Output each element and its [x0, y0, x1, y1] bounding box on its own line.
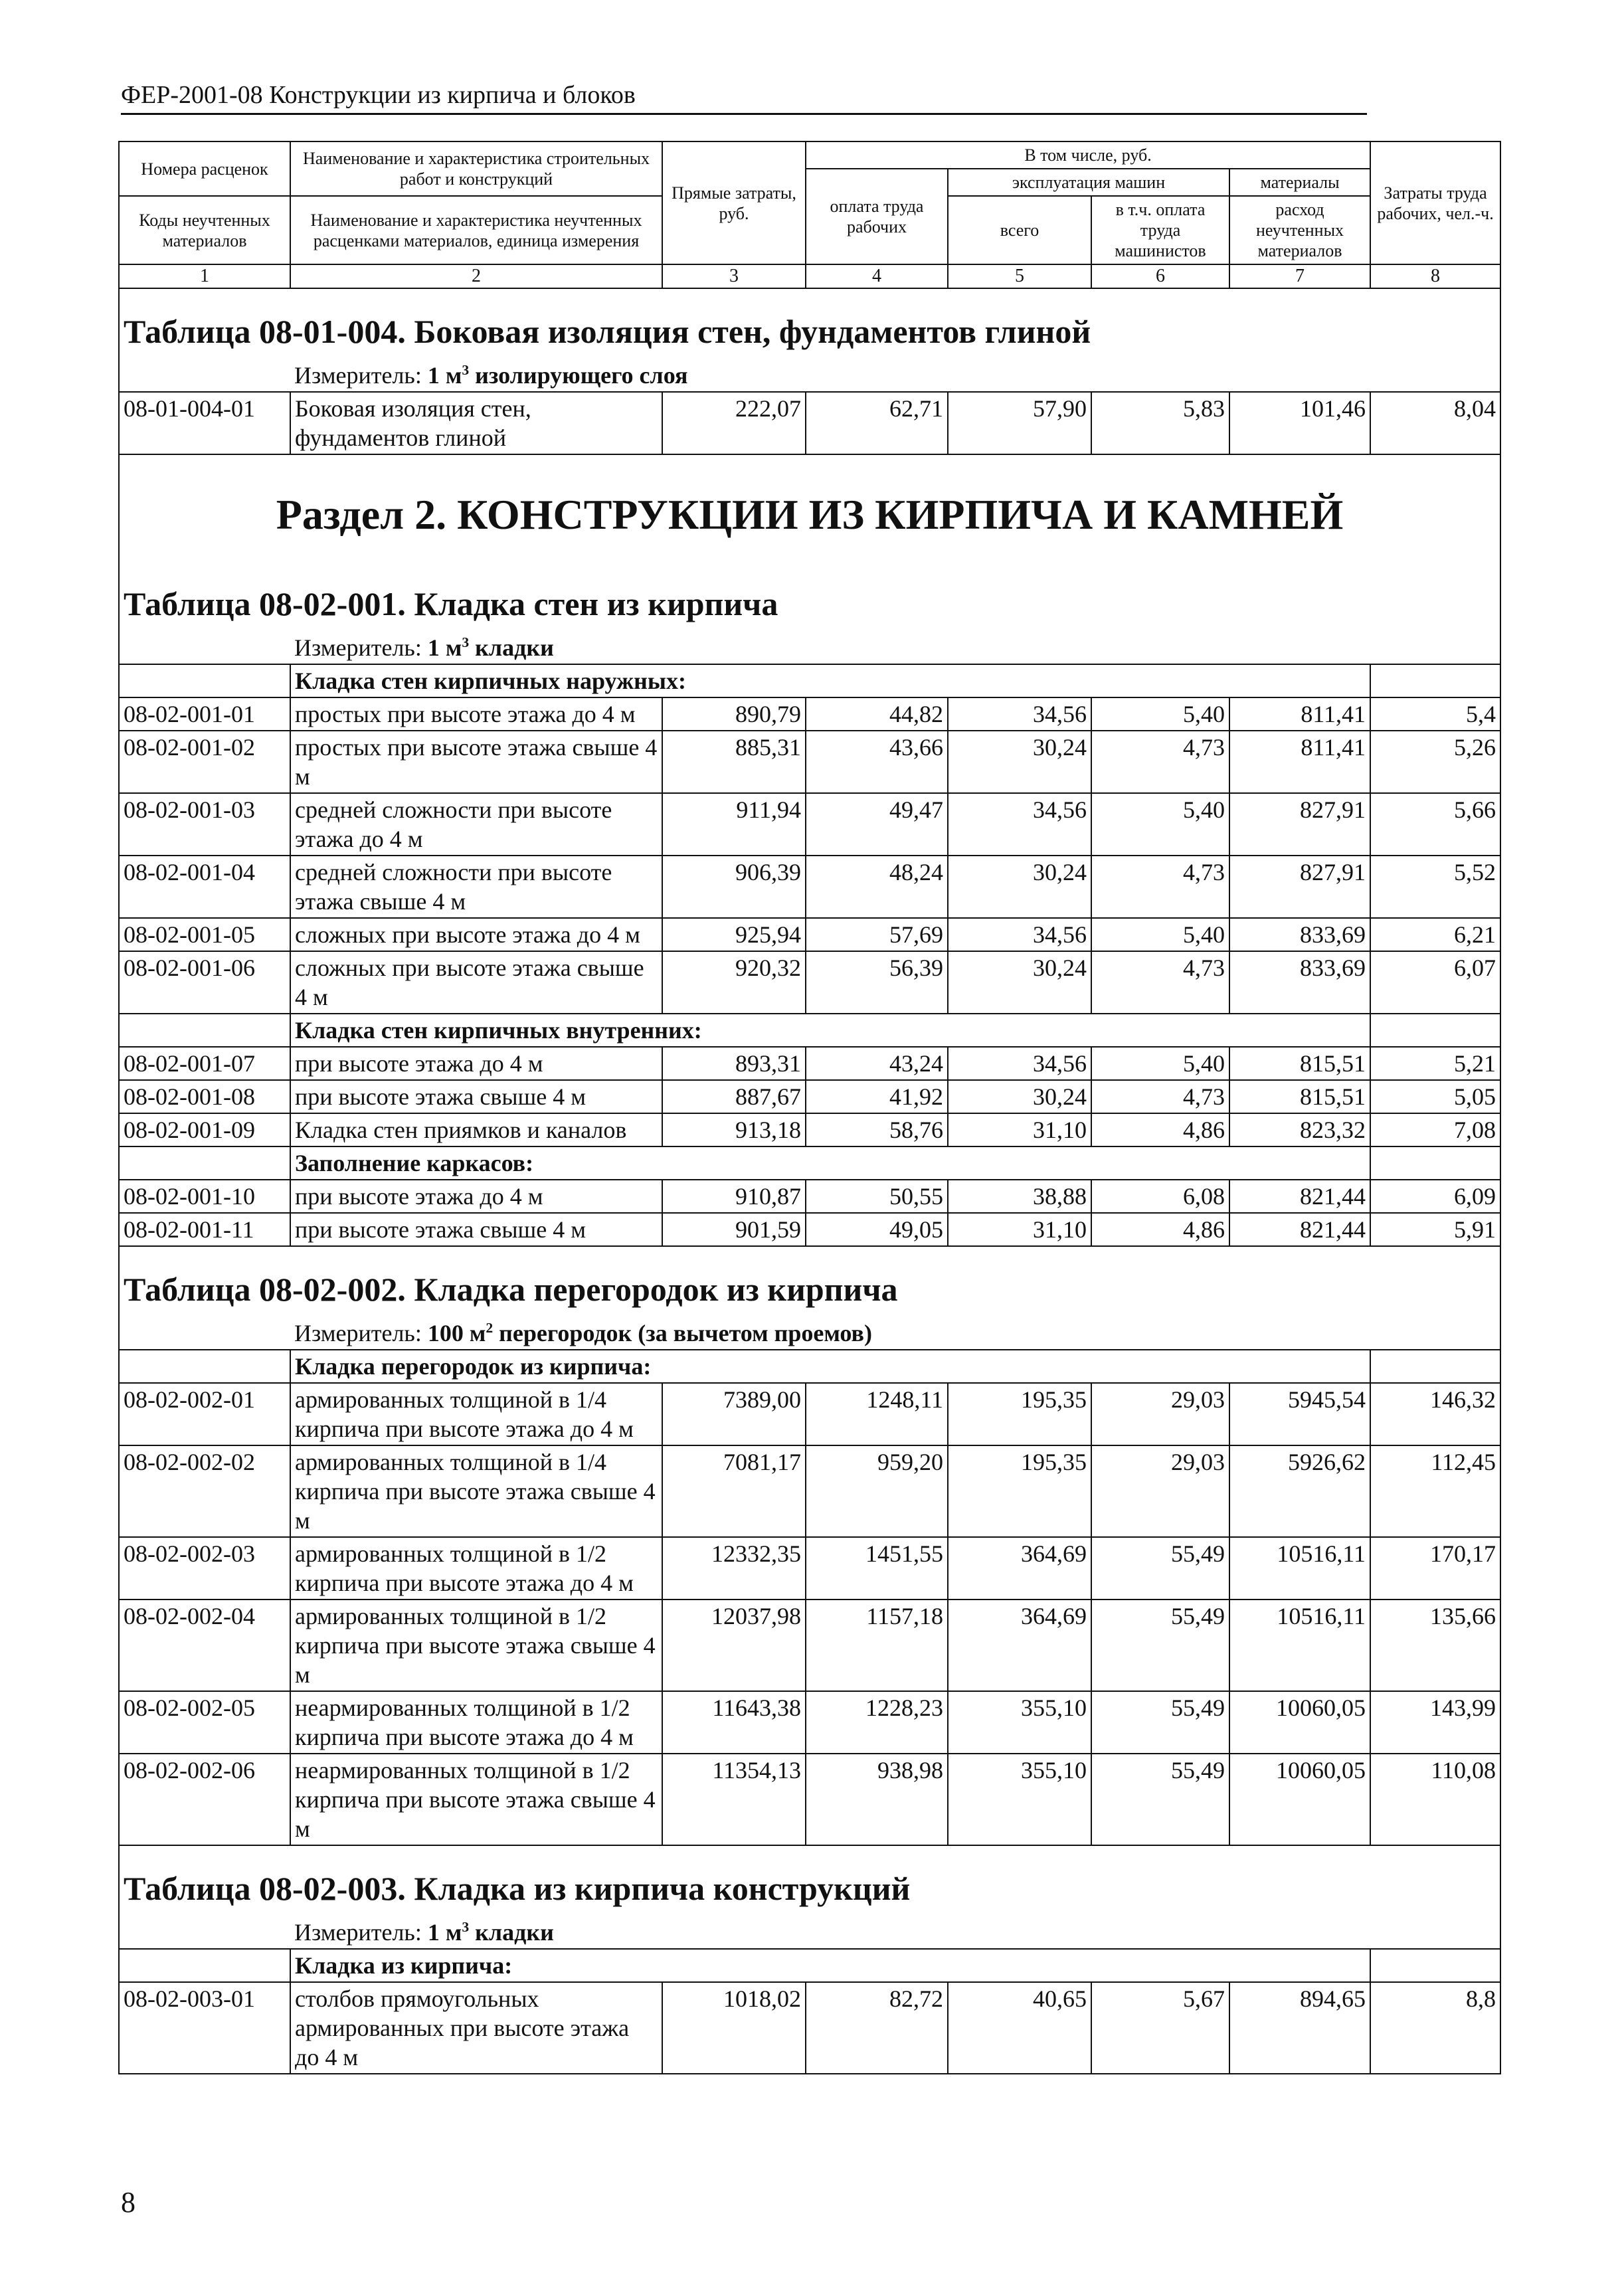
labor-hours: 143,99	[1370, 1691, 1500, 1754]
spacer	[1370, 1350, 1500, 1383]
incl-header: В том числе, руб.	[806, 141, 1370, 169]
direct-costs: 913,18	[662, 1113, 806, 1146]
machinist-wages: 55,49	[1091, 1600, 1229, 1691]
machinist-wages: 5,40	[1091, 793, 1229, 856]
column-number: 2	[290, 264, 662, 288]
unit-value: 1 м	[427, 634, 462, 661]
work-name: неармированных толщиной в 1/2 кирпича при высоте этажа до 4 м	[290, 1691, 662, 1754]
table-title: Таблица 08-02-003. Кладка из кирпича конструкций	[119, 1845, 1500, 1914]
work-name: при высоте этажа до 4 м	[290, 1180, 662, 1213]
spacer	[119, 1914, 290, 1949]
rate-code: 08-02-002-02	[119, 1445, 290, 1537]
worker-wages: 50,55	[806, 1180, 948, 1213]
labor-hours: 170,17	[1370, 1537, 1500, 1600]
unit-text	[290, 1914, 1370, 1949]
machines-total: 364,69	[948, 1600, 1091, 1691]
machinist-wages: 5,67	[1091, 1982, 1229, 2074]
table-row	[119, 856, 1500, 918]
rate-code: 08-02-002-03	[119, 1537, 290, 1600]
column-number: 7	[1229, 264, 1370, 288]
machines-total: 38,88	[948, 1180, 1091, 1213]
col4-header: оплата труда рабочих	[806, 169, 948, 264]
spacer	[1370, 664, 1500, 697]
unit-text	[290, 357, 1370, 392]
unit-row	[119, 629, 1500, 664]
direct-costs: 906,39	[662, 856, 806, 918]
materials-cost: 833,69	[1229, 918, 1370, 951]
machines-total: 30,24	[948, 856, 1091, 918]
direct-costs: 890,79	[662, 697, 806, 731]
labor-hours: 5,26	[1370, 731, 1500, 793]
table-row	[119, 1537, 1500, 1600]
worker-wages: 57,69	[806, 918, 948, 951]
machines-total: 34,56	[948, 793, 1091, 856]
unit-description: изолирующего слоя	[469, 362, 688, 389]
table-row	[119, 1047, 1500, 1080]
machines-total: 355,10	[948, 1754, 1091, 1845]
machines-total: 364,69	[948, 1537, 1091, 1600]
rate-code: 08-02-001-09	[119, 1113, 290, 1146]
labor-hours: 110,08	[1370, 1754, 1500, 1845]
worker-wages: 62,71	[806, 392, 948, 454]
table-row	[119, 1600, 1500, 1691]
unit-value: 1 м	[427, 362, 462, 389]
rate-code: 08-01-004-01	[119, 392, 290, 454]
machinist-wages: 4,73	[1091, 1080, 1229, 1113]
work-name: армированных толщиной в 1/4 кирпича при высоте этажа свыше 4 м	[290, 1445, 662, 1537]
group-title: Кладка стен кирпичных внутренних:	[290, 1014, 1370, 1047]
unit-description: кладки	[469, 1919, 554, 1946]
direct-costs: 925,94	[662, 918, 806, 951]
spacer	[119, 1146, 290, 1180]
group-row	[119, 1014, 1500, 1047]
worker-wages: 49,05	[806, 1213, 948, 1246]
machines-total: 40,65	[948, 1982, 1091, 2074]
table-title-row	[119, 1845, 1500, 1914]
direct-costs: 12332,35	[662, 1537, 806, 1600]
machines-total: 34,56	[948, 697, 1091, 731]
spacer	[119, 1315, 290, 1350]
table-row	[119, 1754, 1500, 1845]
spacer	[119, 629, 290, 664]
work-name: столбов прямоугольных армированных при высоте этажа до 4 м	[290, 1982, 662, 2074]
machines-total: 30,24	[948, 731, 1091, 793]
table-title-row	[119, 288, 1500, 357]
column-numbers-row	[119, 264, 1500, 288]
table-row	[119, 1691, 1500, 1754]
rate-code: 08-02-001-01	[119, 697, 290, 731]
worker-wages: 1228,23	[806, 1691, 948, 1754]
table-title: Таблица 08-02-001. Кладка стен из кирпича	[119, 561, 1500, 629]
materials-cost: 5926,62	[1229, 1445, 1370, 1537]
direct-costs: 920,32	[662, 951, 806, 1014]
table-title: Таблица 08-01-004. Боковая изоляция стен, фундаментов глиной	[119, 288, 1500, 357]
unit-row	[119, 1315, 1500, 1350]
materials-cost: 815,51	[1229, 1080, 1370, 1113]
table-row	[119, 1080, 1500, 1113]
labor-hours: 6,09	[1370, 1180, 1500, 1213]
worker-wages: 82,72	[806, 1982, 948, 2074]
unit-prefix: Измеритель:	[294, 1919, 428, 1946]
spacer	[119, 1014, 290, 1047]
col5-header: всего	[948, 196, 1091, 264]
unit-value: 1 м	[427, 1919, 462, 1946]
direct-costs: 901,59	[662, 1213, 806, 1246]
page-header: ФЕР-2001-08 Конструкции из кирпича и блоков	[121, 80, 1367, 115]
rate-code: 08-02-001-10	[119, 1180, 290, 1213]
rate-code: 08-02-003-01	[119, 1982, 290, 2074]
labor-hours: 8,04	[1370, 392, 1500, 454]
unit-row	[119, 1914, 1500, 1949]
materials-cost: 821,44	[1229, 1213, 1370, 1246]
spacer	[119, 1350, 290, 1383]
column-number: 1	[119, 264, 290, 288]
labor-hours: 5,05	[1370, 1080, 1500, 1113]
labor-hours: 6,21	[1370, 918, 1500, 951]
spacer	[1370, 1315, 1500, 1350]
rate-code: 08-02-002-05	[119, 1691, 290, 1754]
machinist-wages: 4,86	[1091, 1213, 1229, 1246]
table-row	[119, 918, 1500, 951]
rate-code: 08-02-002-04	[119, 1600, 290, 1691]
spacer	[1370, 1914, 1500, 1949]
price-table	[118, 141, 1501, 2074]
machines-total: 57,90	[948, 392, 1091, 454]
machines-total: 30,24	[948, 1080, 1091, 1113]
unit-text	[290, 629, 1370, 664]
labor-hours: 7,08	[1370, 1113, 1500, 1146]
direct-costs: 11354,13	[662, 1754, 806, 1845]
materials-cost: 101,46	[1229, 392, 1370, 454]
unit-prefix: Измеритель:	[294, 1320, 428, 1346]
direct-costs: 911,94	[662, 793, 806, 856]
machinist-wages: 29,03	[1091, 1445, 1229, 1537]
rate-code: 08-02-001-11	[119, 1213, 290, 1246]
worker-wages: 49,47	[806, 793, 948, 856]
col2-top-header: Наименование и характеристика строительных работ и конструкций	[290, 141, 662, 196]
unit-text	[290, 1315, 1370, 1350]
rate-code: 08-02-002-06	[119, 1754, 290, 1845]
work-name: неармированных толщиной в 1/2 кирпича при высоте этажа свыше 4 м	[290, 1754, 662, 1845]
machines-header: эксплуатация машин	[948, 169, 1229, 196]
spacer	[119, 664, 290, 697]
machinist-wages: 55,49	[1091, 1537, 1229, 1600]
table-title-row	[119, 561, 1500, 629]
materials-cost: 833,69	[1229, 951, 1370, 1014]
table-row	[119, 793, 1500, 856]
labor-hours: 5,91	[1370, 1213, 1500, 1246]
materials-header: материалы	[1229, 169, 1370, 196]
materials-cost: 823,32	[1229, 1113, 1370, 1146]
labor-hours: 5,66	[1370, 793, 1500, 856]
materials-cost: 10060,05	[1229, 1691, 1370, 1754]
table-title: Таблица 08-02-002. Кладка перегородок из кирпича	[119, 1246, 1500, 1315]
spacer	[119, 357, 290, 392]
work-name: сложных при высоте этажа до 4 м	[290, 918, 662, 951]
table-row	[119, 1113, 1500, 1146]
direct-costs: 893,31	[662, 1047, 806, 1080]
table-row	[119, 1180, 1500, 1213]
work-name: при высоте этажа свыше 4 м	[290, 1080, 662, 1113]
spacer	[1370, 1014, 1500, 1047]
column-number: 4	[806, 264, 948, 288]
column-number: 3	[662, 264, 806, 288]
worker-wages: 1248,11	[806, 1383, 948, 1445]
worker-wages: 938,98	[806, 1754, 948, 1845]
spacer	[1370, 357, 1500, 392]
worker-wages: 43,66	[806, 731, 948, 793]
direct-costs: 222,07	[662, 392, 806, 454]
worker-wages: 56,39	[806, 951, 948, 1014]
col8-header: Затраты труда рабочих, чел.-ч.	[1370, 141, 1500, 264]
machines-total: 31,10	[948, 1113, 1091, 1146]
machines-total: 355,10	[948, 1691, 1091, 1754]
machinist-wages: 55,49	[1091, 1754, 1229, 1845]
work-name: армированных толщиной в 1/2 кирпича при высоте этажа свыше 4 м	[290, 1600, 662, 1691]
labor-hours: 5,21	[1370, 1047, 1500, 1080]
spacer	[1370, 629, 1500, 664]
machinist-wages: 4,73	[1091, 856, 1229, 918]
machines-total: 195,35	[948, 1445, 1091, 1537]
machines-total: 31,10	[948, 1213, 1091, 1246]
table-row	[119, 731, 1500, 793]
section-title-row	[119, 454, 1500, 561]
materials-cost: 815,51	[1229, 1047, 1370, 1080]
table-row	[119, 1383, 1500, 1445]
col2-bottom-header: Наименование и характеристика неучтенных расценками материалов, единица измерения	[290, 196, 662, 264]
rate-code: 08-02-001-04	[119, 856, 290, 918]
rate-code: 08-02-001-03	[119, 793, 290, 856]
table-row	[119, 697, 1500, 731]
unit-value: 100 м	[427, 1320, 486, 1346]
materials-cost: 10060,05	[1229, 1754, 1370, 1845]
worker-wages: 41,92	[806, 1080, 948, 1113]
work-name: Кладка стен приямков и каналов	[290, 1113, 662, 1146]
unit-exponent: 3	[462, 634, 470, 650]
group-title: Кладка стен кирпичных наружных:	[290, 664, 1370, 697]
col3-header: Прямые затраты, руб.	[662, 141, 806, 264]
machines-total: 34,56	[948, 1047, 1091, 1080]
machines-total: 30,24	[948, 951, 1091, 1014]
machinist-wages: 6,08	[1091, 1180, 1229, 1213]
machinist-wages: 4,73	[1091, 731, 1229, 793]
unit-prefix: Измеритель:	[294, 362, 428, 389]
table-row	[119, 1982, 1500, 2074]
table-header	[119, 141, 1500, 288]
direct-costs: 887,67	[662, 1080, 806, 1113]
machinist-wages: 4,86	[1091, 1113, 1229, 1146]
materials-cost: 5945,54	[1229, 1383, 1370, 1445]
worker-wages: 48,24	[806, 856, 948, 918]
materials-cost: 811,41	[1229, 731, 1370, 793]
rate-code: 08-02-001-07	[119, 1047, 290, 1080]
machinist-wages: 5,40	[1091, 918, 1229, 951]
group-row	[119, 1350, 1500, 1383]
work-name: простых при высоте этажа свыше 4 м	[290, 731, 662, 793]
spacer	[1370, 1949, 1500, 1982]
rate-code: 08-02-001-05	[119, 918, 290, 951]
labor-hours: 6,07	[1370, 951, 1500, 1014]
machines-total: 195,35	[948, 1383, 1091, 1445]
work-name: средней сложности при высоте этажа свыше 4 м	[290, 856, 662, 918]
direct-costs: 7081,17	[662, 1445, 806, 1537]
unit-row	[119, 357, 1500, 392]
table-row	[119, 951, 1500, 1014]
materials-cost: 894,65	[1229, 1982, 1370, 2074]
page-number: 8	[121, 2186, 135, 2219]
materials-cost: 821,44	[1229, 1180, 1370, 1213]
group-title: Кладка из кирпича:	[290, 1949, 1370, 1982]
unit-exponent: 3	[462, 1919, 470, 1935]
unit-exponent: 3	[462, 362, 470, 378]
machinist-wages: 55,49	[1091, 1691, 1229, 1754]
table-title-row	[119, 1246, 1500, 1315]
column-number: 6	[1091, 264, 1229, 288]
work-name: армированных толщиной в 1/2 кирпича при высоте этажа до 4 м	[290, 1537, 662, 1600]
group-row	[119, 1949, 1500, 1982]
col7-header: расход неучтенных материалов	[1229, 196, 1370, 264]
table-row	[119, 1445, 1500, 1537]
labor-hours: 5,4	[1370, 697, 1500, 731]
machinist-wages: 29,03	[1091, 1383, 1229, 1445]
worker-wages: 959,20	[806, 1445, 948, 1537]
group-title: Кладка перегородок из кирпича:	[290, 1350, 1370, 1383]
col1-bottom-header: Коды неучтенных материалов	[119, 196, 290, 264]
group-title: Заполнение каркасов:	[290, 1146, 1370, 1180]
work-name: армированных толщиной в 1/4 кирпича при высоте этажа до 4 м	[290, 1383, 662, 1445]
labor-hours: 8,8	[1370, 1982, 1500, 2074]
work-name: Боковая изоляция стен, фундаментов глиной	[290, 392, 662, 454]
direct-costs: 7389,00	[662, 1383, 806, 1445]
unit-prefix: Измеритель:	[294, 634, 428, 661]
labor-hours: 112,45	[1370, 1445, 1500, 1537]
column-number: 5	[948, 264, 1091, 288]
labor-hours: 146,32	[1370, 1383, 1500, 1445]
unit-description: перегородок (за вычетом проемов)	[493, 1320, 872, 1346]
direct-costs: 910,87	[662, 1180, 806, 1213]
table-body	[119, 288, 1500, 2074]
rate-code: 08-02-002-01	[119, 1383, 290, 1445]
labor-hours: 135,66	[1370, 1600, 1500, 1691]
rate-code: 08-02-001-08	[119, 1080, 290, 1113]
worker-wages: 43,24	[806, 1047, 948, 1080]
worker-wages: 1157,18	[806, 1600, 948, 1691]
work-name: простых при высоте этажа до 4 м	[290, 697, 662, 731]
materials-cost: 10516,11	[1229, 1537, 1370, 1600]
machinist-wages: 5,40	[1091, 697, 1229, 731]
unit-exponent: 2	[486, 1320, 494, 1336]
col6-header: в т.ч. оплата труда машинистов	[1091, 196, 1229, 264]
materials-cost: 811,41	[1229, 697, 1370, 731]
direct-costs: 1018,02	[662, 1982, 806, 2074]
direct-costs: 12037,98	[662, 1600, 806, 1691]
materials-cost: 827,91	[1229, 793, 1370, 856]
worker-wages: 44,82	[806, 697, 948, 731]
work-name: при высоте этажа до 4 м	[290, 1047, 662, 1080]
col1-top-header: Номера расценок	[119, 141, 290, 196]
spacer	[119, 1949, 290, 1982]
machinist-wages: 5,83	[1091, 392, 1229, 454]
labor-hours: 5,52	[1370, 856, 1500, 918]
unit-description: кладки	[469, 634, 554, 661]
spacer	[1370, 1146, 1500, 1180]
section-title: Раздел 2. КОНСТРУКЦИИ ИЗ КИРПИЧА И КАМНЕЙ	[119, 454, 1500, 561]
rate-code: 08-02-001-02	[119, 731, 290, 793]
direct-costs: 885,31	[662, 731, 806, 793]
group-row	[119, 664, 1500, 697]
machinist-wages: 5,40	[1091, 1047, 1229, 1080]
column-number: 8	[1370, 264, 1500, 288]
group-row	[119, 1146, 1500, 1180]
work-name: средней сложности при высоте этажа до 4 м	[290, 793, 662, 856]
table-row	[119, 1213, 1500, 1246]
materials-cost: 10516,11	[1229, 1600, 1370, 1691]
work-name: сложных при высоте этажа свыше 4 м	[290, 951, 662, 1014]
machinist-wages: 4,73	[1091, 951, 1229, 1014]
direct-costs: 11643,38	[662, 1691, 806, 1754]
rate-code: 08-02-001-06	[119, 951, 290, 1014]
table-row	[119, 392, 1500, 454]
work-name: при высоте этажа свыше 4 м	[290, 1213, 662, 1246]
worker-wages: 1451,55	[806, 1537, 948, 1600]
worker-wages: 58,76	[806, 1113, 948, 1146]
machines-total: 34,56	[948, 918, 1091, 951]
materials-cost: 827,91	[1229, 856, 1370, 918]
